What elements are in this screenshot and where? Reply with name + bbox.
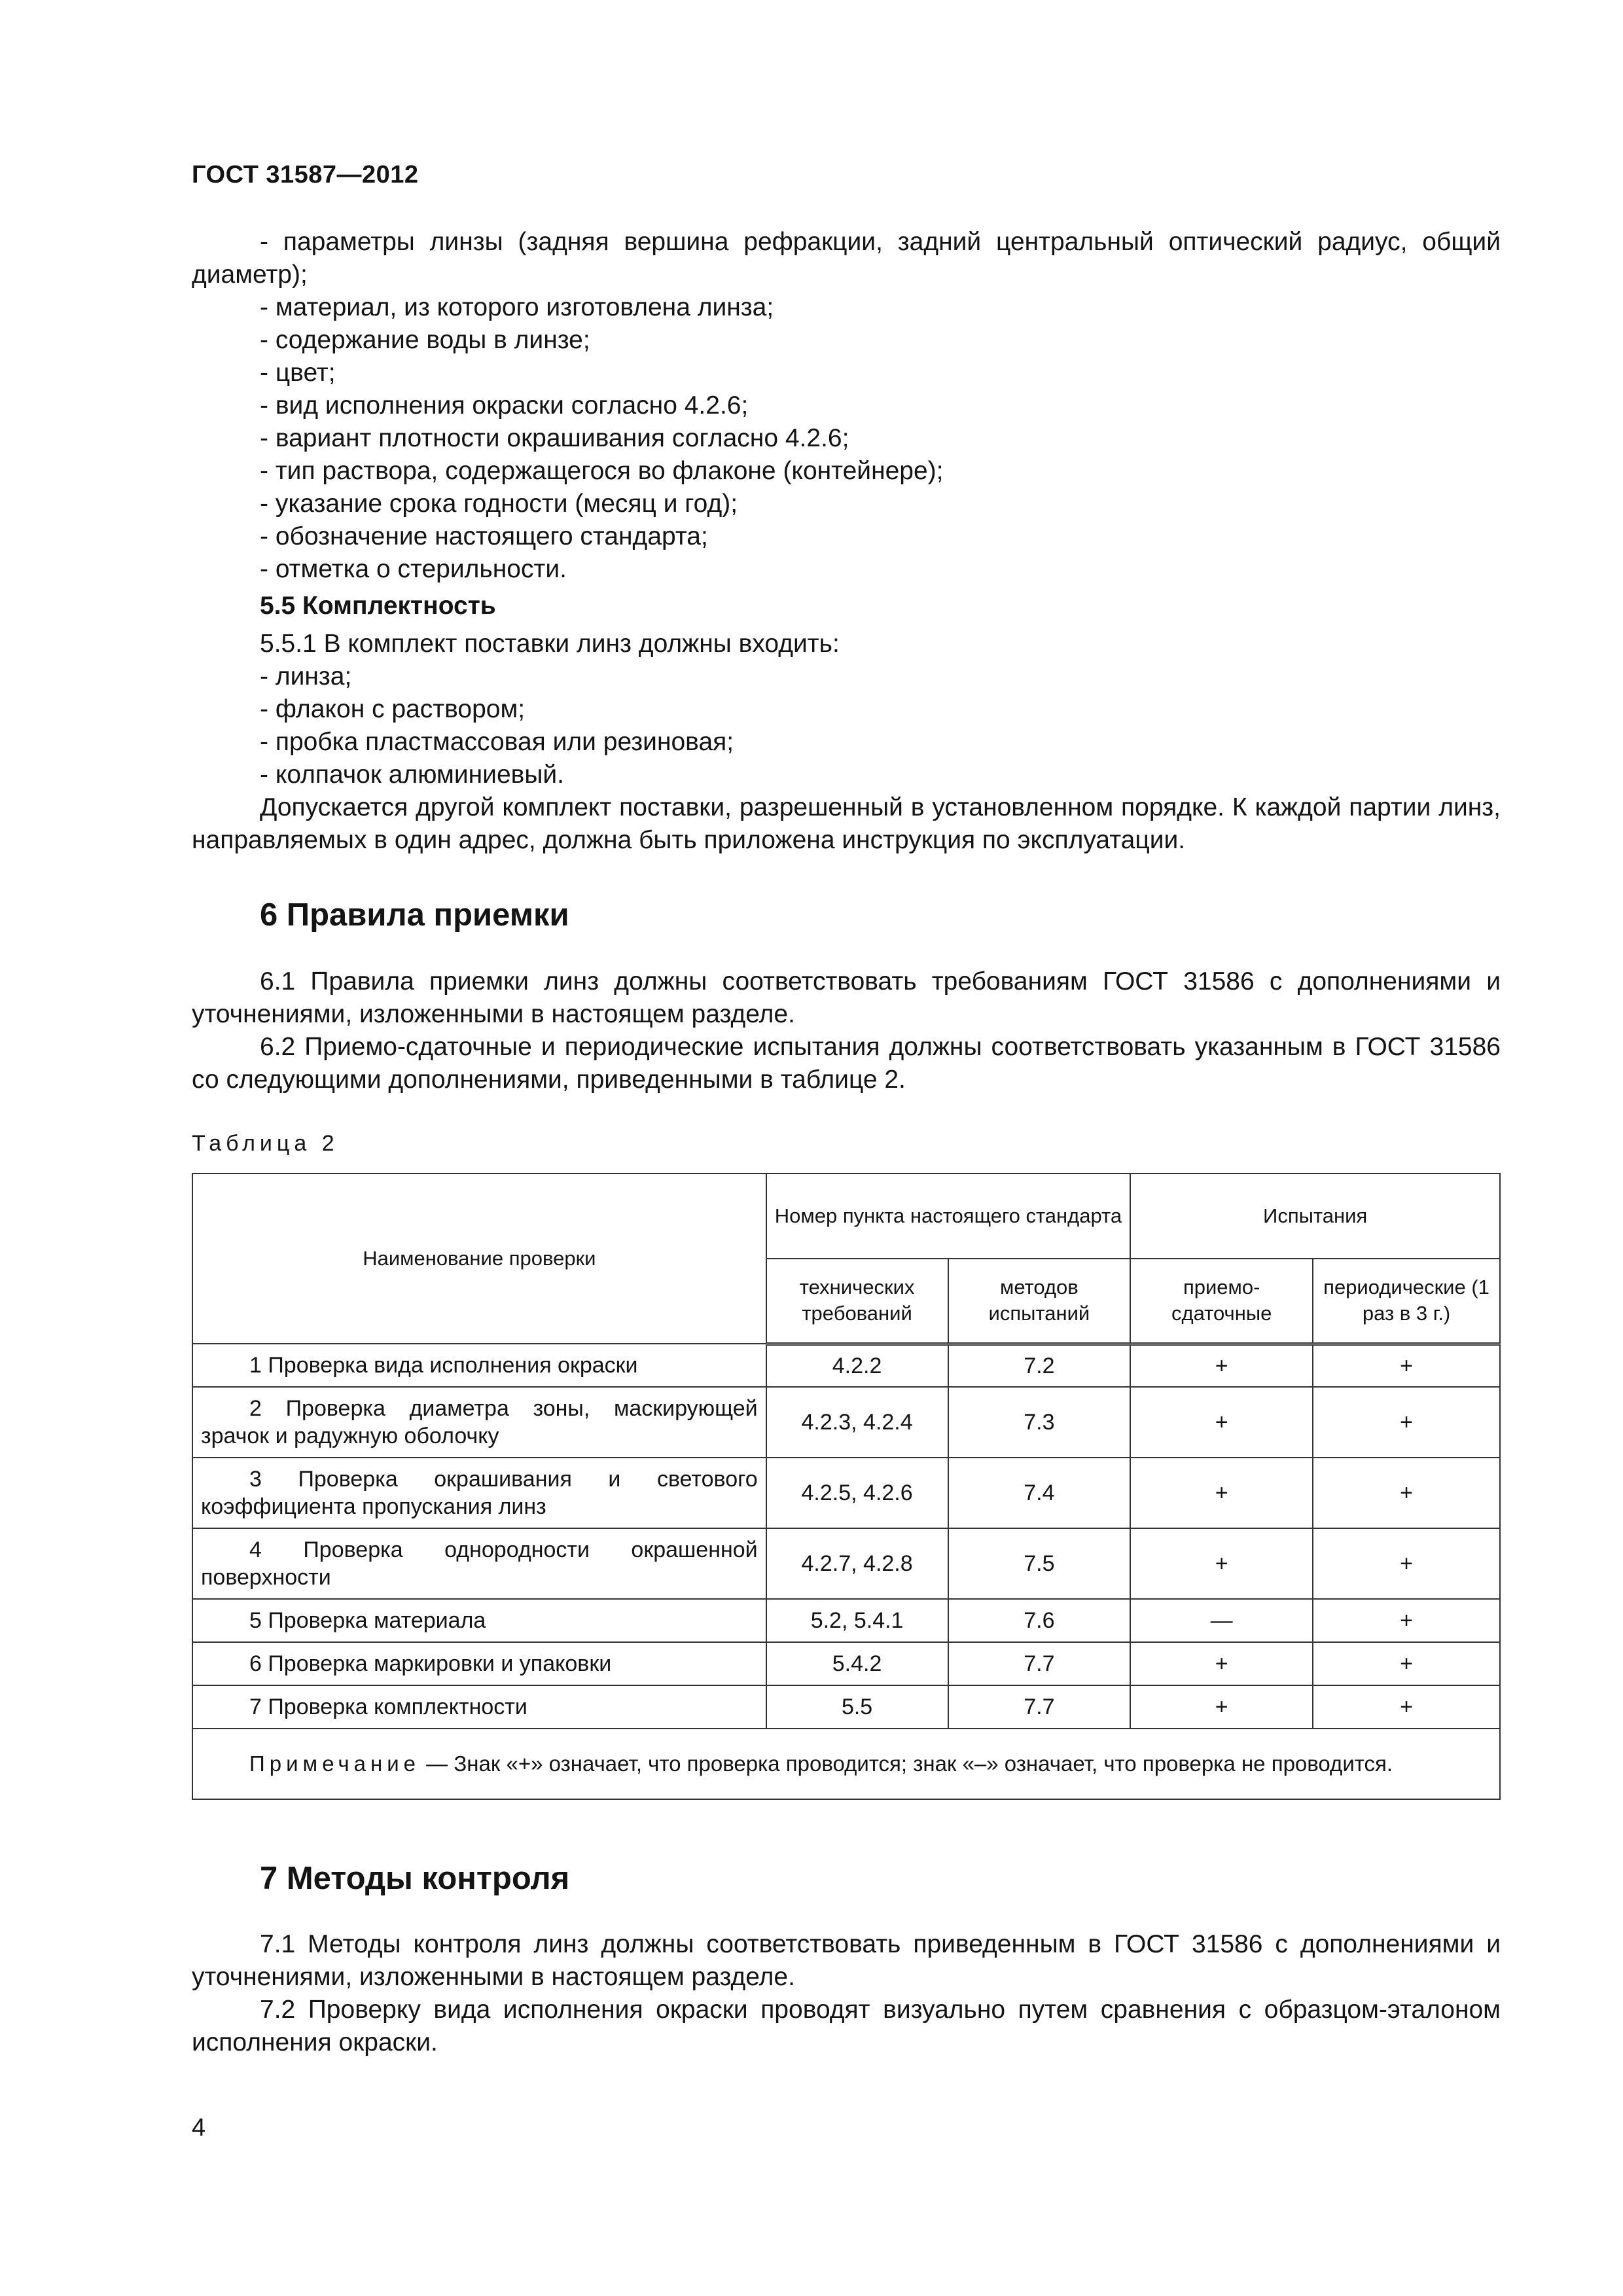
header-tech-requirements: технических требований	[766, 1259, 948, 1344]
lens-parameters-item: - параметры линзы (задняя вершина рефракции, задний центральный оптический радиус, общий диаметр);	[192, 228, 1501, 289]
acceptance-cell: +	[1130, 1458, 1313, 1528]
section-7-body	[192, 1928, 1501, 2059]
check-name-cell: 1 Проверка вида исполнения окраски	[192, 1344, 766, 1387]
inspection-table	[192, 1173, 1501, 1800]
table-row	[192, 1642, 1500, 1685]
tech-clause-cell: 4.2.3, 4.2.4	[766, 1387, 948, 1458]
method-clause-cell: 7.4	[948, 1458, 1131, 1528]
method-clause-cell: 7.7	[948, 1685, 1131, 1729]
periodic-cell: +	[1313, 1387, 1500, 1458]
check-name-cell: 7 Проверка комплектности	[192, 1685, 766, 1729]
list-item: - обозначение настоящего стандарта;	[260, 522, 708, 550]
method-clause-cell: 7.3	[948, 1387, 1131, 1458]
acceptance-cell: —	[1130, 1599, 1313, 1642]
acceptance-cell: +	[1130, 1528, 1313, 1599]
header-acceptance: приемо-сдаточные	[1130, 1259, 1313, 1344]
acceptance-cell: +	[1130, 1387, 1313, 1458]
table-row	[192, 1528, 1500, 1599]
tech-clause-cell: 5.4.2	[766, 1642, 948, 1685]
clause-6-2: 6.2 Приемо-сдаточные и периодические испытания должны соответствовать указанным в ГОСТ 31586 со следующими дополнениями, приведенными в таблице 2.	[192, 1033, 1501, 1094]
kit-item: - линза;	[260, 662, 352, 691]
other-kit-paragraph: Допускается другой комплект поставки, разрешенный в установленном порядке. К каждой партии линз, направляемых в один адрес, должна быть приложена инструкция по эксплуатации.	[192, 793, 1501, 854]
marking-list-block	[192, 226, 1501, 857]
clause-5-5-1: 5.5.1 В комплект поставки линз должны входить:	[260, 630, 840, 658]
method-clause-cell: 7.5	[948, 1528, 1131, 1599]
check-name-cell: 2 Проверка диаметра зоны, маскирующей зрачок и радужную оболочку	[192, 1387, 766, 1458]
method-clause-cell: 7.7	[948, 1642, 1131, 1685]
table-caption: Таблица 2	[192, 1131, 339, 1156]
method-clause-cell: 7.2	[948, 1344, 1131, 1387]
list-item: - вариант плотности окрашивания согласно 4.2.6;	[260, 424, 849, 452]
check-name-cell: 3 Проверка окрашивания и светового коэффициента пропускания линз	[192, 1458, 766, 1528]
table-note-row	[192, 1729, 1500, 1799]
header-clause-group: Номер пункта настоящего стандарта	[766, 1174, 1131, 1259]
periodic-cell: +	[1313, 1642, 1500, 1685]
periodic-cell: +	[1313, 1344, 1500, 1387]
clause-7-2: 7.2 Проверку вида исполнения окраски проводят визуально путем сравнения с образцом-эталоном исполнения окраски.	[192, 1996, 1501, 2056]
section-6-heading: 6 Правила приемки	[260, 897, 569, 933]
kit-item: - пробка пластмассовая или резиновая;	[260, 728, 734, 756]
tech-clause-cell: 5.5	[766, 1685, 948, 1729]
table-row	[192, 1458, 1500, 1528]
periodic-cell: +	[1313, 1528, 1500, 1599]
method-clause-cell: 7.6	[948, 1599, 1131, 1642]
list-item: - отметка о стерильности.	[260, 555, 567, 583]
acceptance-cell: +	[1130, 1344, 1313, 1387]
clause-7-1: 7.1 Методы контроля линз должны соответствовать приведенным в ГОСТ 31586 с дополнениями и уточнениями, изложенными в настоящем разделе.	[192, 1930, 1501, 1991]
list-item: - содержание воды в линзе;	[260, 326, 590, 354]
periodic-cell: +	[1313, 1599, 1500, 1642]
list-item: - указание срока годности (месяц и год);	[260, 490, 738, 518]
check-name-cell: 6 Проверка маркировки и упаковки	[192, 1642, 766, 1685]
table-note	[192, 1729, 1500, 1799]
note-label: Примечание	[249, 1751, 421, 1776]
tech-clause-cell: 4.2.2	[766, 1344, 948, 1387]
header-test-methods: методов испытаний	[948, 1259, 1131, 1344]
periodic-cell: +	[1313, 1458, 1500, 1528]
section-7-heading: 7 Методы контроля	[260, 1861, 570, 1896]
periodic-cell: +	[1313, 1685, 1500, 1729]
subsection-heading-completeness: 5.5 Комплектность	[260, 592, 496, 620]
tech-clause-cell: 4.2.5, 4.2.6	[766, 1458, 948, 1528]
list-item: - цвет;	[260, 359, 336, 387]
list-item: - вид исполнения окраски согласно 4.2.6;	[260, 391, 749, 420]
header-periodic: периодические (1 раз в 3 г.)	[1313, 1259, 1500, 1344]
list-item: - материал, из которого изготовлена линза;	[260, 293, 774, 321]
tech-clause-cell: 5.2, 5.4.1	[766, 1599, 948, 1642]
kit-item: - колпачок алюминиевый.	[260, 761, 565, 789]
tech-clause-cell: 4.2.7, 4.2.8	[766, 1528, 948, 1599]
table-row	[192, 1599, 1500, 1642]
check-name-cell: 5 Проверка материала	[192, 1599, 766, 1642]
acceptance-cell: +	[1130, 1642, 1313, 1685]
table-row	[192, 1685, 1500, 1729]
header-tests-group: Испытания	[1130, 1174, 1500, 1259]
list-item: - тип раствора, содержащегося во флаконе (контейнере);	[260, 457, 944, 485]
section-6-body	[192, 965, 1501, 1096]
document-code-header: ГОСТ 31587—2012	[192, 161, 419, 188]
check-name-cell: 4 Проверка однородности окрашенной поверхности	[192, 1528, 766, 1599]
acceptance-cell: +	[1130, 1685, 1313, 1729]
note-text: — Знак «+» означает, что проверка проводится; знак «–» означает, что проверка не проводится.	[420, 1751, 1393, 1776]
kit-item: - флакон с раствором;	[260, 695, 526, 723]
page-number: 4	[192, 2114, 206, 2142]
table-row	[192, 1344, 1500, 1387]
clause-6-1: 6.1 Правила приемки линз должны соответствовать требованиям ГОСТ 31586 с дополнениями и уточнениями, изложенными в настоящем разделе.	[192, 967, 1501, 1028]
table-row	[192, 1387, 1500, 1458]
header-check-name: Наименование проверки	[192, 1174, 766, 1344]
